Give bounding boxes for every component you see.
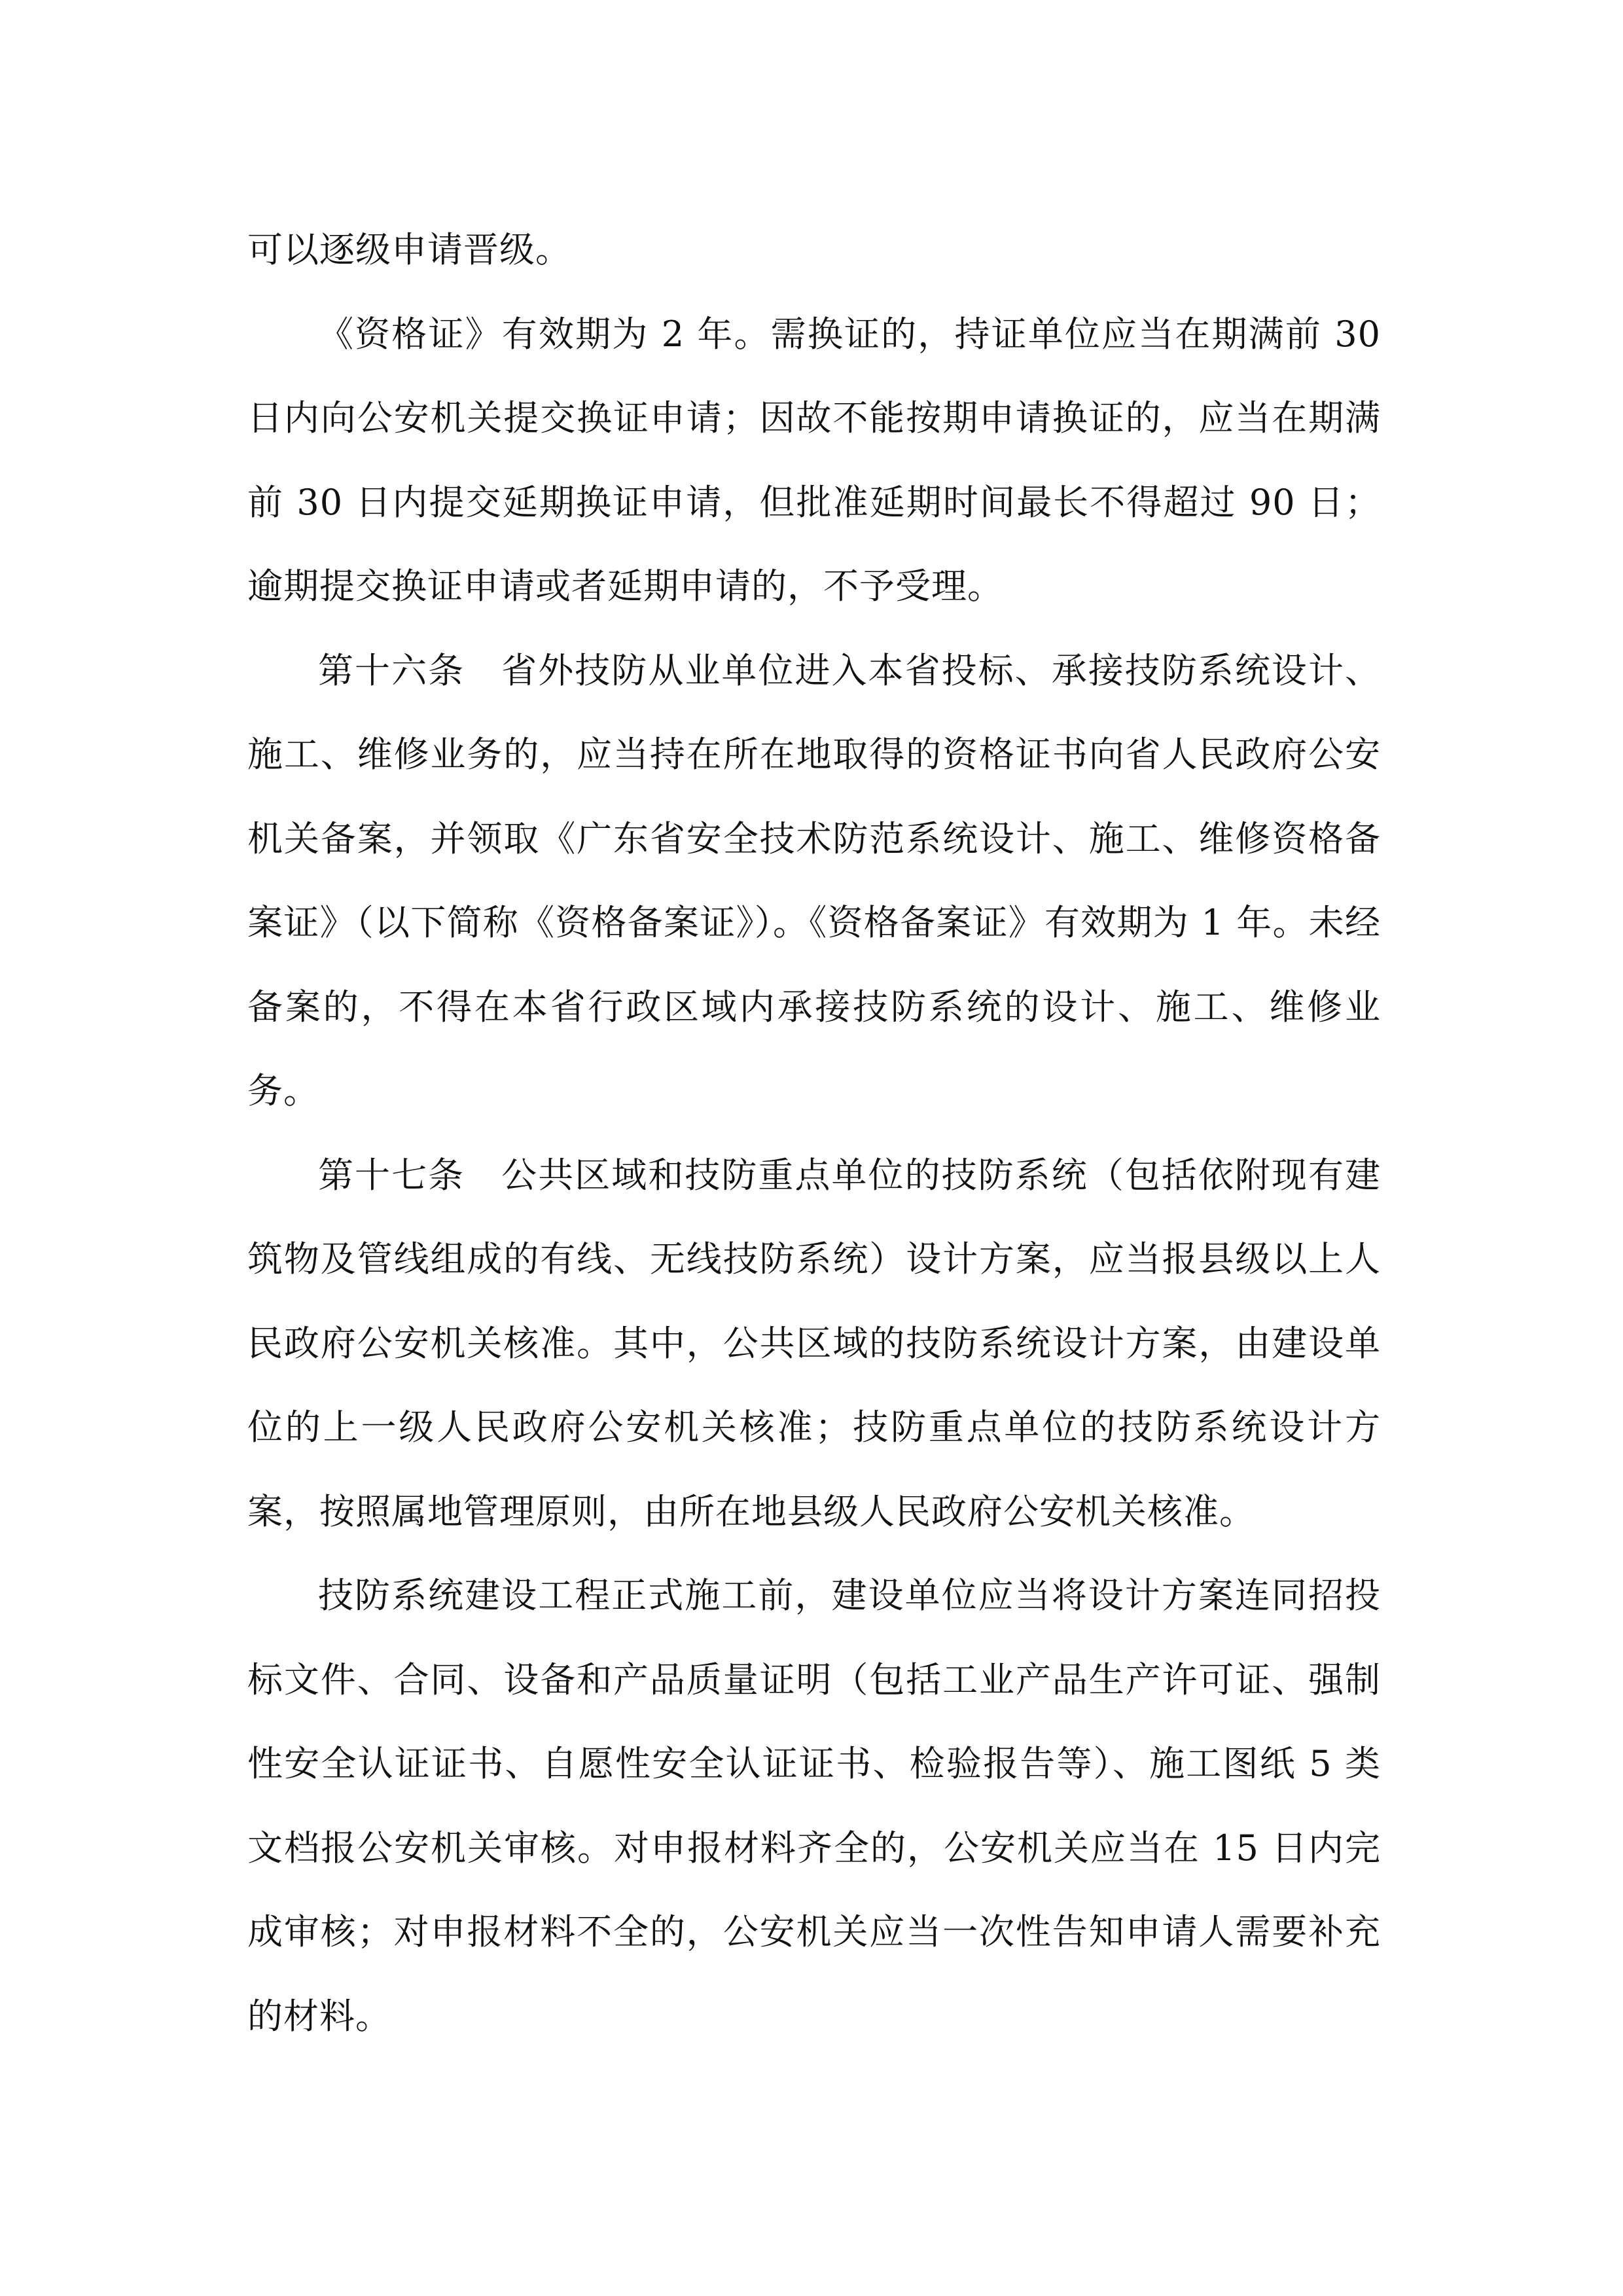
paragraph-article-16: 第十六条 省外技防从业单位进入本省投标、承接技防系统设计、施工、维修业务的，应当持在所在地取得的资格证书向省人民政府公安机关备案，并领取《广东省安全技术防范系统设计、施工、维修资格备案证》（以下简称《资格备案证》）。《资格备案证》有效期为 1 年。未经备案的，不得在本省行政区域内承接技防系统的设计、施工、维修业务。 [247,649,1381,1111]
paragraph-article-17: 第十七条 公共区域和技防重点单位的技防系统（包括依附现有建筑物及管线组成的有线、无线技防系统）设计方案，应当报县级以上人民政府公安机关核准。其中，公共区域的技防系统设计方案，由建设单位的上一级人民政府公安机关核准；技防重点单位的技防系统设计方案，按照属地管理原则，由所在地县级人民政府公安机关核准。 [247,1154,1381,1532]
paragraph-continuation: 可以逐级申请晋级。 [247,229,571,270]
paragraph-certificate-validity: 《资格证》有效期为 2 年。需换证的，持证单位应当在期满前 30 日内向公安机关提交换证申请；因故不能按期申请换证的，应当在期满前 30 日内提交延期换证申请，但批准延期时间最长不得超过 90 日；逾期提交换证申请或者延期申请的，不予受理。 [247,313,1381,607]
paragraph-construction-review: 技防系统建设工程正式施工前，建设单位应当将设计方案连同招投标文件、合同、设备和产品质量证明（包括工业产品生产许可证、强制性安全认证证书、自愿性安全认证证书、检验报告等）、施工图纸 5 类文档报公安机关审核。对申报材料齐全的，公安机关应当在 15 日内完成审核；对申报材料不全的，公安机关应当一次性告知申请人需要补充的材料。 [247,1575,1381,2037]
regulation-body-text [247,208,1381,2058]
